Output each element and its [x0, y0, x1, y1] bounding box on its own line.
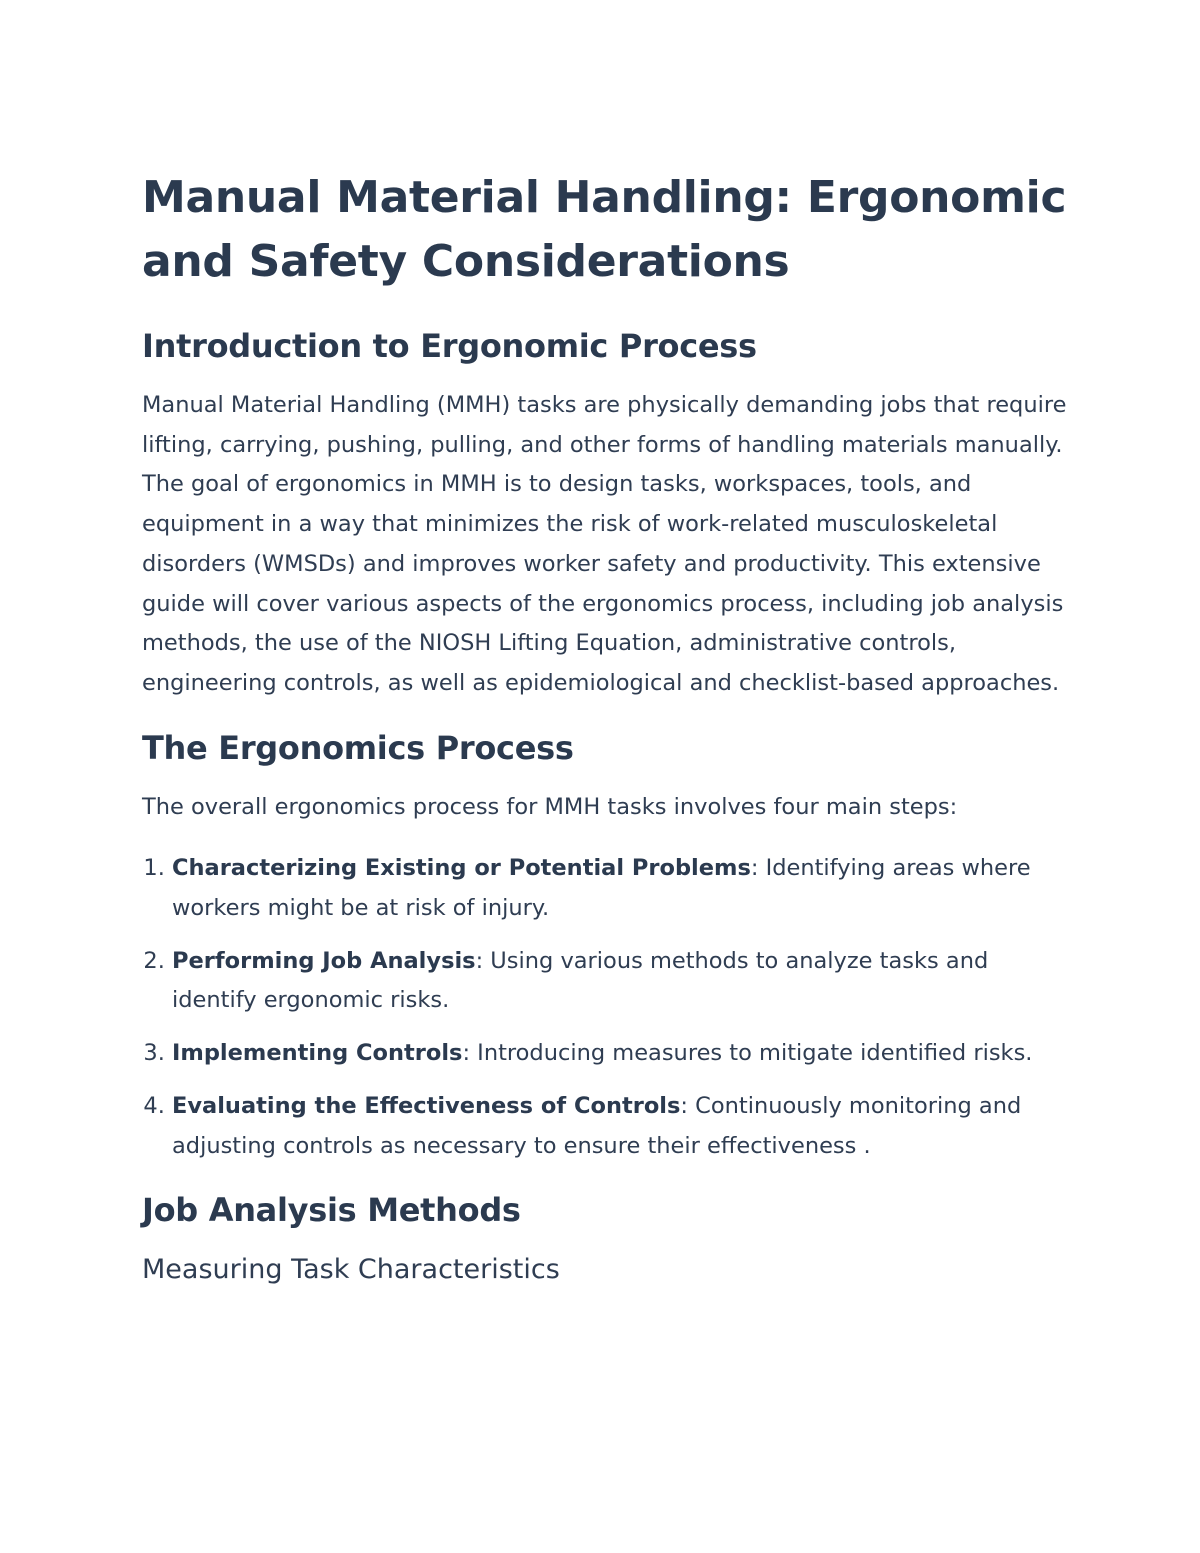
section-paragraph: Manual Material Handling (MMH) tasks are physically demanding jobs that require lifting, carrying, pushing, pulling, and other forms of handling materials manually. The goal of ergonomics in MMH is to design tasks, workspaces, tools, and equipment in a way that minimizes the risk of work-related musculoskeletal disorders (WMSDs) and improves worker safety and productivity. This extensive guide will cover various aspects of the ergonomics process, including job analysis methods, the use of the NIOSH Lifting Equation, administrative controls, engineering controls, as well as epidemiological and checklist-based approaches.: [142, 392, 1067, 696]
list-item: [172, 1034, 1072, 1074]
list-item: [172, 849, 1072, 928]
list-item: [172, 942, 1072, 1021]
step-term: Characterizing Existing or Potential Problems: [172, 855, 751, 882]
section-ergonomics-process: [142, 726, 1072, 1167]
step-term: Implementing Controls: [172, 1040, 463, 1067]
section-subheading: Measuring Task Characteristics: [142, 1254, 560, 1286]
document-title: Manual Material Handling: Ergonomic and Safety Considerations: [142, 172, 1067, 287]
section-job-analysis-methods: [142, 1188, 1072, 1290]
step-text: : Using various methods to analyze tasks and identify ergonomic risks.: [172, 947, 989, 1014]
step-text: : Introducing measures to mitigate identified risks.: [462, 1040, 1033, 1067]
process-steps-list: [142, 849, 1072, 1166]
step-text: : Identifying areas where workers might be at risk of injury.: [172, 855, 1031, 922]
document-page: [142, 166, 1072, 1290]
section-heading: The Ergonomics Process: [142, 728, 574, 767]
step-text: : Continuously monitoring and adjusting controls as necessary to ensure their effectiveness .: [172, 1092, 1022, 1159]
section-paragraph: The overall ergonomics process for MMH tasks involves four main steps:: [142, 793, 958, 820]
section-heading: Job Analysis Methods: [142, 1191, 521, 1230]
section-heading: Introduction to Ergonomic Process: [142, 327, 757, 365]
step-term: Evaluating the Effectiveness of Controls: [172, 1092, 681, 1119]
step-term: Performing Job Analysis: [172, 947, 476, 974]
list-item: [172, 1087, 1072, 1166]
section-introduction: [142, 324, 1072, 704]
